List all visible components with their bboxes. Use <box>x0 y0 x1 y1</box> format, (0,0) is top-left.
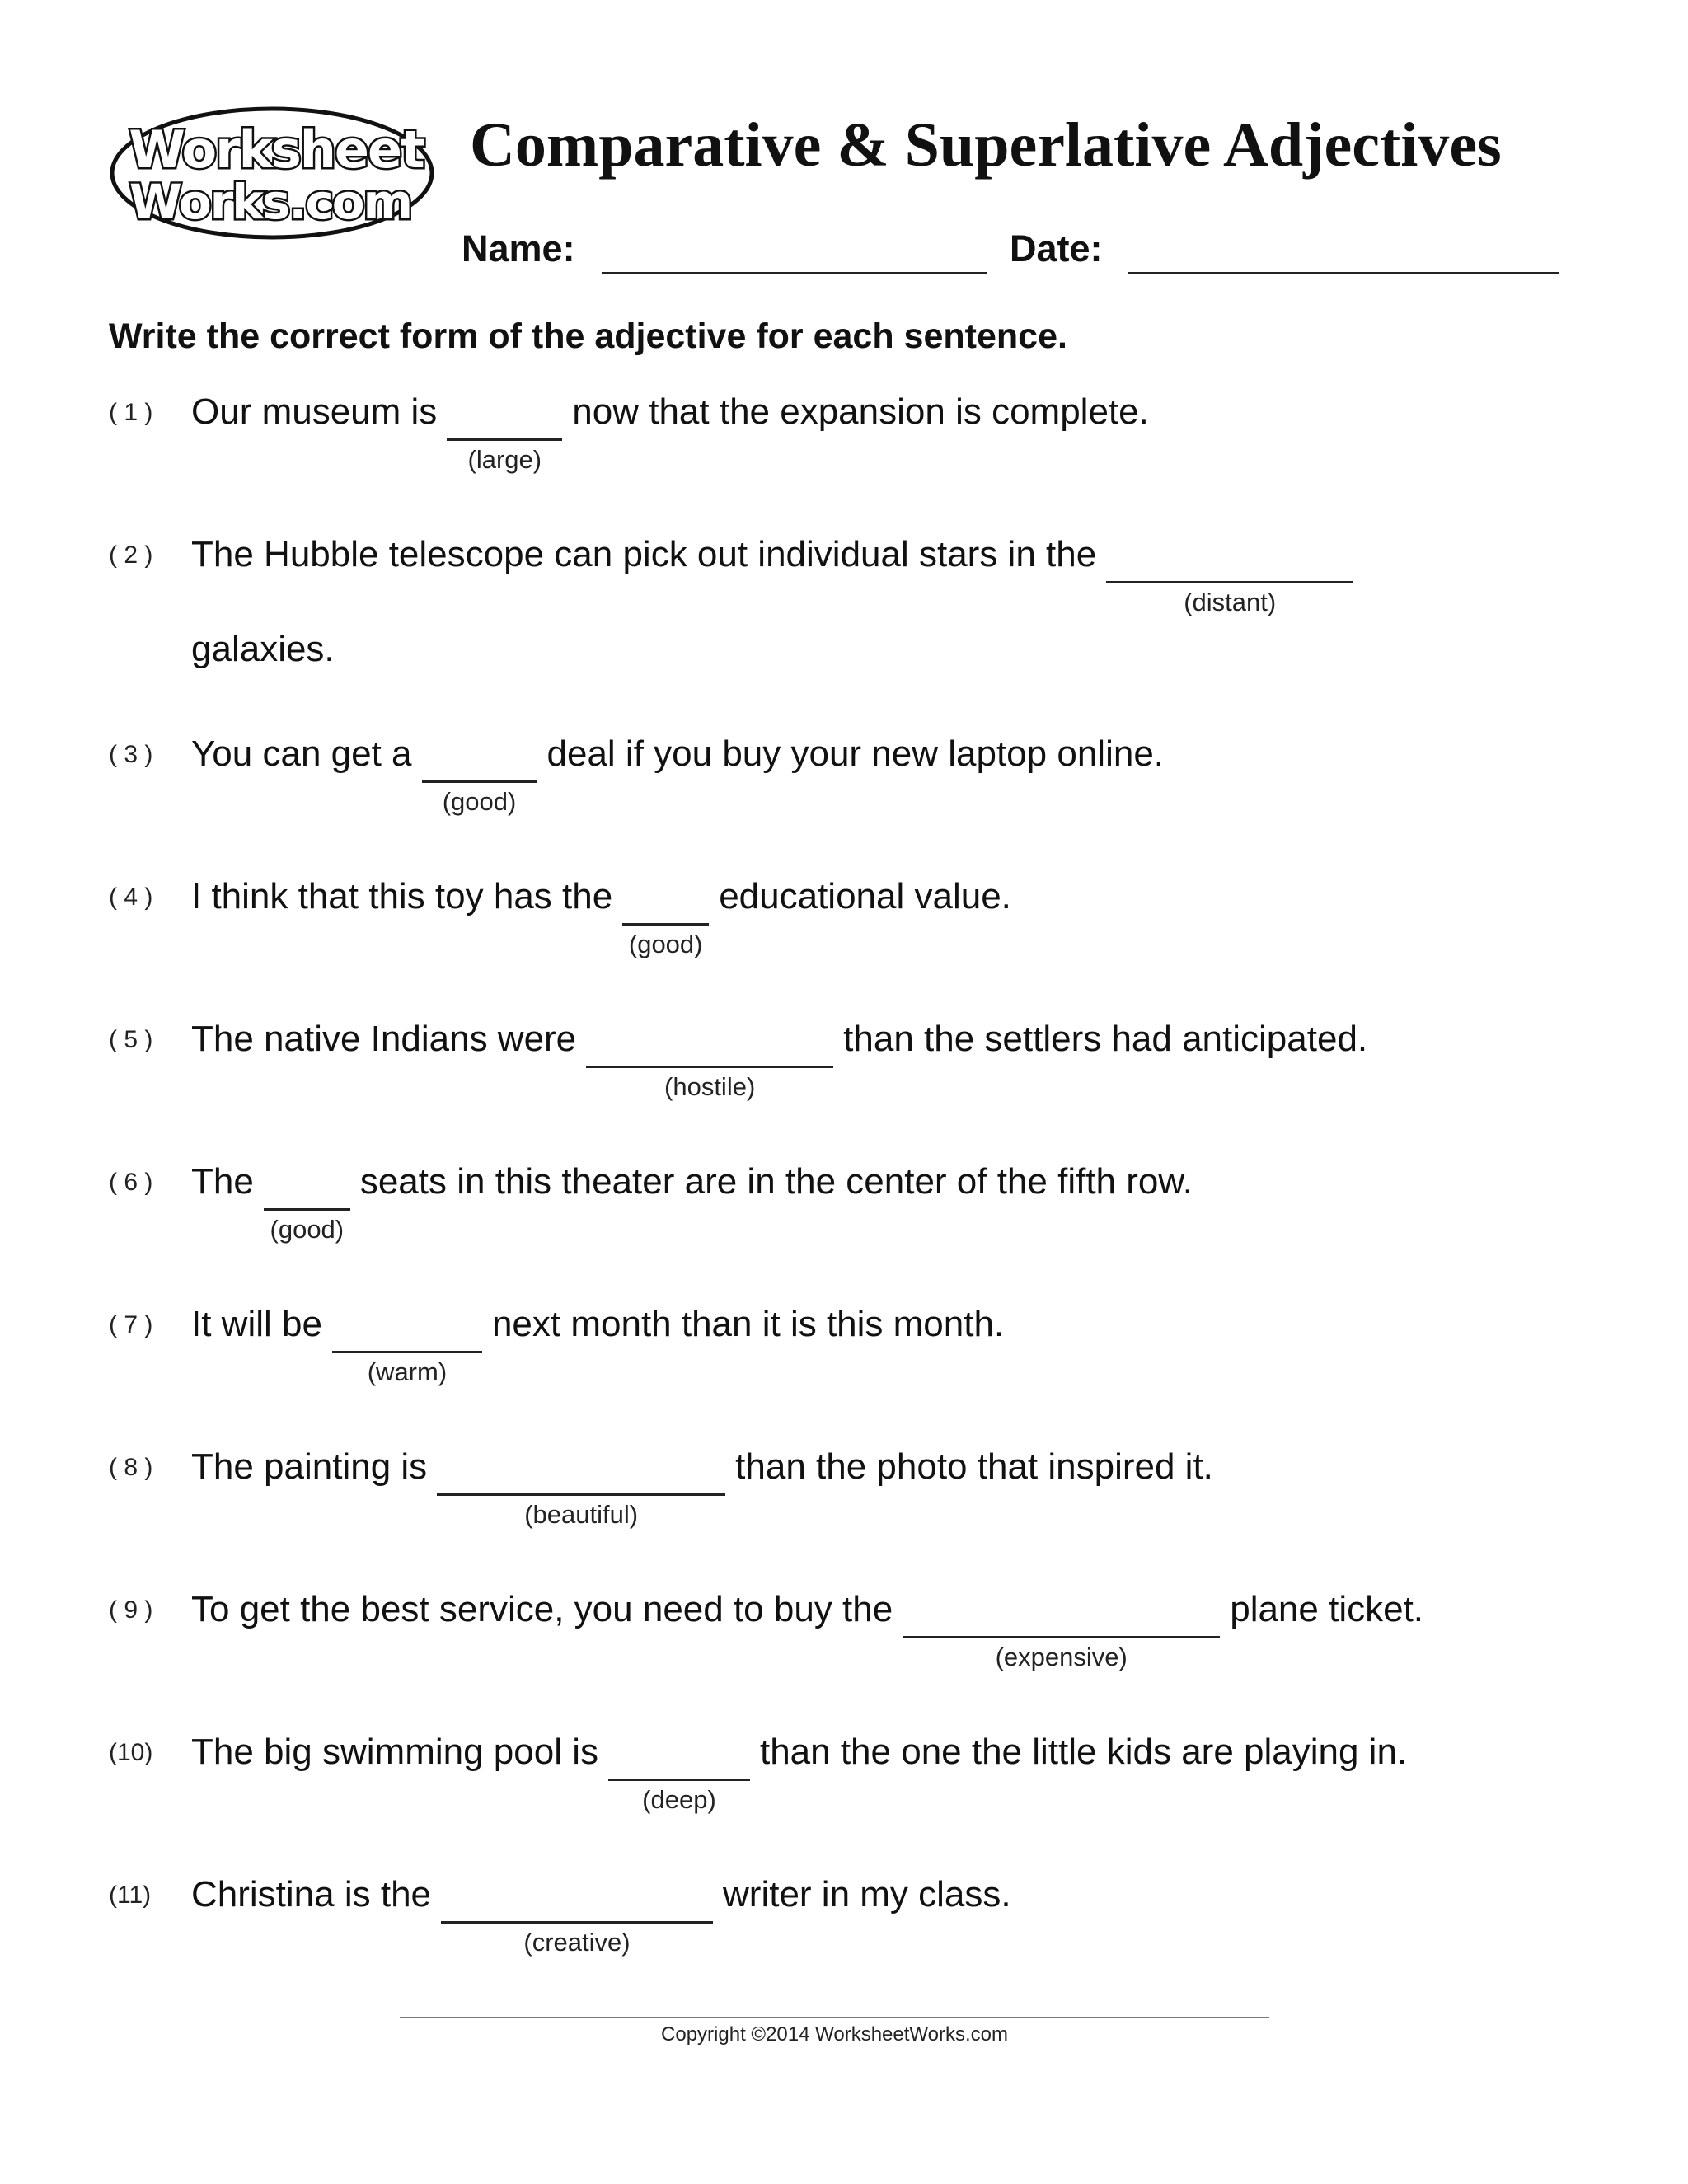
question-text-after: next month than it is this month. <box>491 1304 1005 1344</box>
answer-blank[interactable] <box>1106 530 1353 616</box>
answer-blank[interactable] <box>903 1585 1220 1671</box>
question-text-before: Our museum is <box>191 391 438 432</box>
logo-text-line2: Works.com <box>129 174 412 230</box>
adjective-hint: (creative) <box>523 1928 631 1957</box>
worksheetworks-logo <box>107 103 437 243</box>
adjective-hint: (warm) <box>367 1357 448 1386</box>
name-label: Name: <box>462 227 575 269</box>
adjective-hint: (good) <box>270 1215 345 1244</box>
answer-blank[interactable] <box>622 872 709 958</box>
question-2 <box>109 530 1658 669</box>
footer-divider <box>400 2017 1269 2018</box>
question-1 <box>109 387 1658 503</box>
question-text-before: The native Indians were <box>191 1019 577 1059</box>
date-label: Date: <box>1010 227 1103 269</box>
question-number: ( 9 ) <box>109 1596 153 1624</box>
question-6 <box>109 1157 1658 1272</box>
question-text-after: than the photo that inspired it. <box>735 1446 1213 1487</box>
instructions: Write the correct form of the adjective for each sentence. <box>109 316 1067 356</box>
answer-blank[interactable] <box>586 1015 833 1101</box>
copyright-text: Copyright ©2014 WorksheetWorks.com <box>661 2023 1008 2046</box>
question-9 <box>109 1585 1658 1700</box>
adjective-hint: (expensive) <box>995 1643 1128 1671</box>
question-number: ( 7 ) <box>109 1311 153 1338</box>
question-number: (11) <box>109 1882 152 1909</box>
adjective-hint: (good) <box>442 787 517 816</box>
question-text-before: The Hubble telescope can pick out individual stars in the <box>191 534 1097 574</box>
adjective-hint: (large) <box>467 445 542 474</box>
question-text-after: than the one the little kids are playing in. <box>759 1732 1408 1772</box>
answer-blank[interactable] <box>441 1870 713 1957</box>
question-number: ( 1 ) <box>109 399 153 426</box>
answer-blank[interactable] <box>332 1300 482 1386</box>
answer-blank[interactable] <box>264 1157 350 1244</box>
question-number: (10) <box>109 1739 153 1766</box>
question-11 <box>109 1870 1658 1985</box>
question-8 <box>109 1442 1658 1558</box>
answer-blank[interactable] <box>608 1727 750 1814</box>
adjective-hint: (distant) <box>1184 588 1277 616</box>
question-text-after: writer in my class. <box>723 1874 1011 1915</box>
logo-text-line1: Worksheet <box>129 120 424 180</box>
question-text-before: The big swimming pool is <box>191 1732 598 1772</box>
question-text-before: The <box>191 1161 254 1202</box>
question-10 <box>109 1727 1658 1843</box>
question-number: ( 8 ) <box>109 1454 153 1481</box>
question-number: ( 4 ) <box>109 883 153 911</box>
answer-blank[interactable] <box>447 387 562 474</box>
question-7 <box>109 1300 1658 1415</box>
question-text-after: educational value. <box>719 876 1011 916</box>
question-text-before: The painting is <box>191 1446 428 1487</box>
question-text-after: than the settlers had anticipated. <box>843 1019 1368 1059</box>
question-number: ( 2 ) <box>109 541 153 569</box>
answer-blank[interactable] <box>422 729 537 816</box>
question-text-after: seats in this theater are in the center of the fifth row. <box>359 1161 1193 1202</box>
question-text-before: You can get a <box>191 733 412 774</box>
adjective-hint: (beautiful) <box>524 1500 639 1529</box>
question-text-after: plane ticket. <box>1230 1589 1424 1629</box>
question-text-before: To get the best service, you need to buy the <box>191 1589 893 1629</box>
answer-blank[interactable] <box>437 1442 725 1529</box>
question-text-after: now that the expansion is complete. <box>572 391 1149 432</box>
question-text-before: It will be <box>191 1304 322 1344</box>
adjective-hint: (good) <box>628 930 703 958</box>
question-number: ( 3 ) <box>109 741 153 768</box>
question-5 <box>109 1015 1658 1130</box>
question-3 <box>109 729 1658 845</box>
question-text-continued: galaxies. <box>191 629 335 669</box>
question-text-before: I think that this toy has the <box>191 876 613 916</box>
date-field[interactable] <box>1128 272 1559 274</box>
question-text-after: deal if you buy your new laptop online. <box>546 733 1165 774</box>
question-number: ( 6 ) <box>109 1169 153 1196</box>
adjective-hint: (hostile) <box>664 1072 756 1101</box>
question-text-before: Christina is the <box>191 1874 432 1915</box>
adjective-hint: (deep) <box>642 1785 716 1814</box>
page-title: Comparative & Superlative Adjectives <box>470 110 1502 180</box>
name-field[interactable] <box>602 272 987 274</box>
question-number: ( 5 ) <box>109 1026 153 1053</box>
question-4 <box>109 872 1658 987</box>
